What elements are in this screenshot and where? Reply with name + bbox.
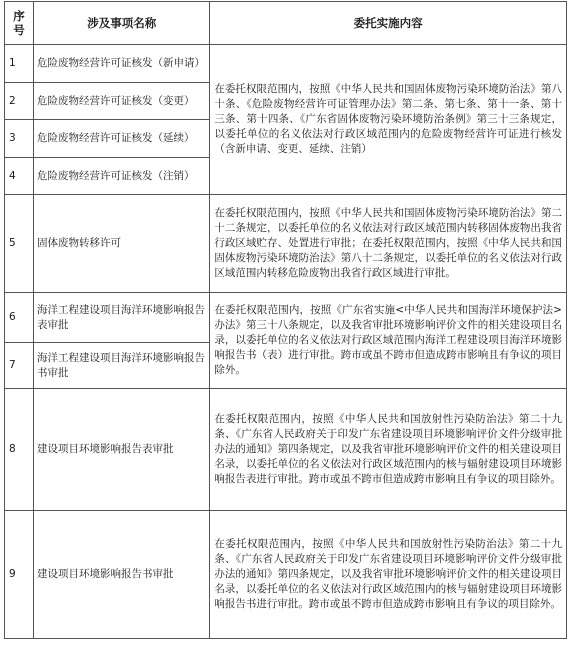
- table-row: [5, 45, 567, 83]
- row-seq: 2: [5, 83, 34, 120]
- table-row: [5, 389, 567, 511]
- row-item: 危险废物经营许可证核发（延续）: [34, 120, 210, 158]
- row-item: 危险废物经营许可证核发（新申请）: [34, 45, 210, 83]
- row-item: 建设项目环境影响报告表审批: [34, 389, 210, 511]
- row-content: 在委托权限范围内，按照《中华人民共和国固体废物污染环境防治法》第二十二条规定，以委托单位的名义依法对行政区域范围内转移固体废物出我省行政区域贮存、处置进行审批；在委托权限范围内，按照《中华人民共和国固体废物污染环境防治法》第八十二条规定，以委托单位的名义依法对行政区域范围内转移危险废物出我省行政区域进行审批。: [210, 195, 567, 293]
- row-seq: 8: [5, 389, 34, 511]
- header-item: 涉及事项名称: [34, 2, 210, 45]
- delegation-table: [4, 1, 567, 639]
- table-row: [5, 293, 567, 343]
- table-row: [5, 511, 567, 639]
- row-content: 在委托权限范围内，按照《广东省实施<中华人民共和国海洋环境保护法>办法》第三十八条规定，以及我省审批环境影响评价文件的相关建设项目名录，以委托单位的名义依法对行政区域范围内海洋工程建设项目海洋环境影响报告书（表）进行审批。跨市或虽不跨市但造成跨市影响且有争议的项目除外。: [210, 293, 567, 389]
- row-seq: 9: [5, 511, 34, 639]
- row-seq: 1: [5, 45, 34, 83]
- header-seq: 序号: [5, 2, 34, 45]
- row-seq: 7: [5, 343, 34, 389]
- row-item: 海洋工程建设项目海洋环境影响报告表审批: [34, 293, 210, 343]
- row-item: 固体废物转移许可: [34, 195, 210, 293]
- row-seq: 4: [5, 158, 34, 195]
- row-content: 在委托权限范围内，按照《中华人民共和国放射性污染防治法》第二十九条、《广东省人民政府关于印发广东省建设项目环境影响评价文件分级审批办法的通知》第四条规定，以及我省审批环境影响评价文件的相关建设项目名录，以委托单位的名义依法对行政区域范围内的核与辐射建设项目环境影响报告书进行审批。跨市或虽不跨市但造成跨市影响且有争议的项目除外。: [210, 511, 567, 639]
- row-seq: 6: [5, 293, 34, 343]
- row-seq: 3: [5, 120, 34, 158]
- header-content: 委托实施内容: [210, 2, 567, 45]
- row-item: 建设项目环境影响报告书审批: [34, 511, 210, 639]
- row-content: 在委托权限范围内，按照《中华人民共和国放射性污染防治法》第二十九条、《广东省人民政府关于印发广东省建设项目环境影响评价文件分级审批办法的通知》第四条规定，以及我省审批环境影响评价文件的相关建设项目名录，以委托单位的名义依法对行政区域范围内的核与辐射建设项目环境影响报告表进行审批。跨市或虽不跨市但造成跨市影响且有争议的项目除外。: [210, 389, 567, 511]
- row-content: 在委托权限范围内，按照《中华人民共和国固体废物污染环境防治法》第八十条、《危险废物经营许可证管理办法》第二条、第七条、第十一条、第十三条、第十四条、《广东省固体废物污染环境防治条例》第三十三条规定，以委托单位的名义依法对行政区域范围内的危险废物经营许可证进行核发（含新申请、变更、延续、注销）: [210, 45, 567, 195]
- row-seq: 5: [5, 195, 34, 293]
- row-item: 危险废物经营许可证核发（变更）: [34, 83, 210, 120]
- row-item: 危险废物经营许可证核发（注销）: [34, 158, 210, 195]
- table-header-row: [5, 2, 567, 45]
- table-row: [5, 195, 567, 293]
- row-item: 海洋工程建设项目海洋环境影响报告书审批: [34, 343, 210, 389]
